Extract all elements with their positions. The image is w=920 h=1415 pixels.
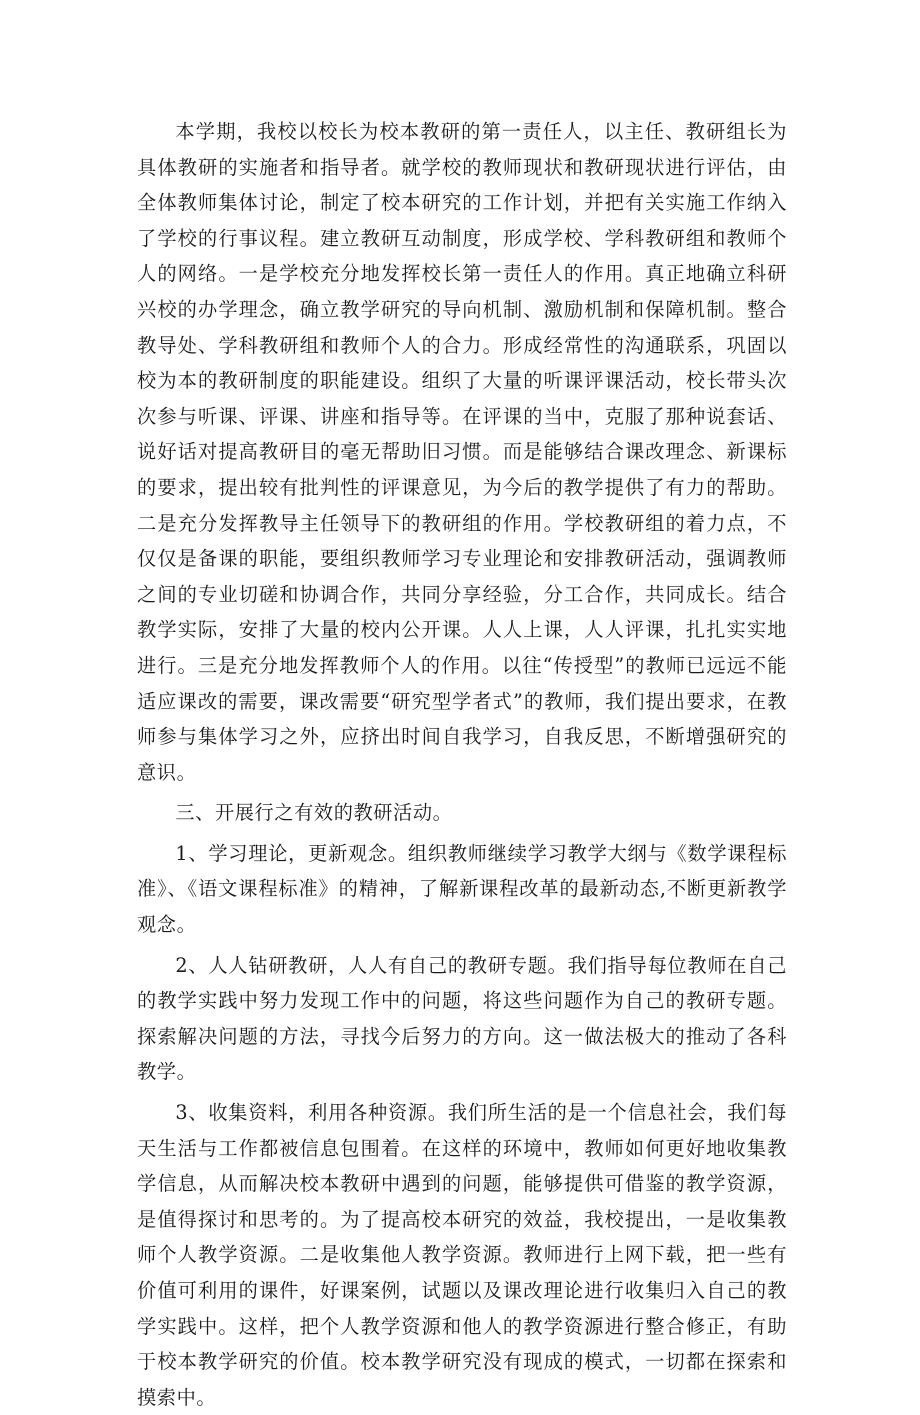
document-page [137, 114, 787, 1415]
paragraph-school-based-research: 本学期，我校以校长为校本教研的第一责任人，以主任、教研组长为具体教研的实施者和指导者。就学校的教师现状和教研现状进行评估，由全体教师集体讨论，制定了校本研究的工作计划，并把有关实施工作纳入了学校的行事议程。建立教研互动制度，形成学校、学科教研组和教师个人的网络。一是学校充分地发挥校长第一责任人的作用。真正地确立科研兴校的办学理念，确立教学研究的导向机制、激励机制和保障机制。整合教导处、学科教研组和教师个人的合力。形成经常性的沟通联系，巩固以校为本的教研制度的职能建设。组织了大量的听课评课活动，校长带头次次参与听课、评课、讲座和指导等。在评课的当中，克服了那种说套话、说好话对提高教研目的毫无帮助旧习惯。而是能够结合课改理念、新课标的要求，提出较有批判性的评课意见，为今后的教学提供了有力的帮助。二是充分发挥教导主任领导下的教研组的作用。学校教研组的着力点，不仅仅是备课的职能，要组织教师学习专业理论和安排教研活动，强调教师之间的专业切磋和协调合作，共同分享经验，分工合作，共同成长。结合教学实际，安排了大量的校内公开课。人人上课，人人评课，扎扎实实地进行。三是充分地发挥教师个人的作用。以往“传授型”的教师已远远不能适应课改的需要，课改需要“研究型学者式”的教师，我们提出要求，在教师参与集体学习之外，应挤出时间自我学习，自我反思，不断增强研究的意识。 [137, 120, 787, 784]
paragraph-item-1-theory: 1、学习理论，更新观念。组织教师继续学习教学大纲与《数学课程标准》、《语文课程标准》的精神，了解新课程改革的最新动态,不断更新教学观念。 [137, 841, 787, 937]
section-heading-activities: 三、开展行之有效的教研活动。 [175, 801, 453, 825]
paragraph-item-3-resources: 3、收集资料，利用各种资源。我们所生活的是一个信息社会，我们每天生活与工作都被信息包围着。在这样的环境中，教师如何更好地收集教学信息，从而解决校本教研中遇到的问题，能够提供可借鉴的教学资源，是值得探讨和思考的。为了提高校本研究的效益，我校提出，一是收集教师个人教学资源。二是收集他人教学资源。教师进行上网下载，把一些有价值可利用的课件，好课案例，试题以及课改理论进行收集归入自己的教学实践中。这样，把个人教学资源和他人的教学资源进行整合修正，有助于校本教学研究的价值。校本教学研究没有现成的模式，一切都在探索和摸索中。 [137, 1101, 787, 1409]
paragraph-item-2-topics: 2、人人钻研教研，人人有自己的教研专题。我们指导每位教师在自己的教学实践中努力发现工作中的问题，将这些问题作为自己的教研专题。探索解决问题的方法，寻找今后努力的方向。这一做法极大的推动了各科教学。 [137, 953, 787, 1084]
